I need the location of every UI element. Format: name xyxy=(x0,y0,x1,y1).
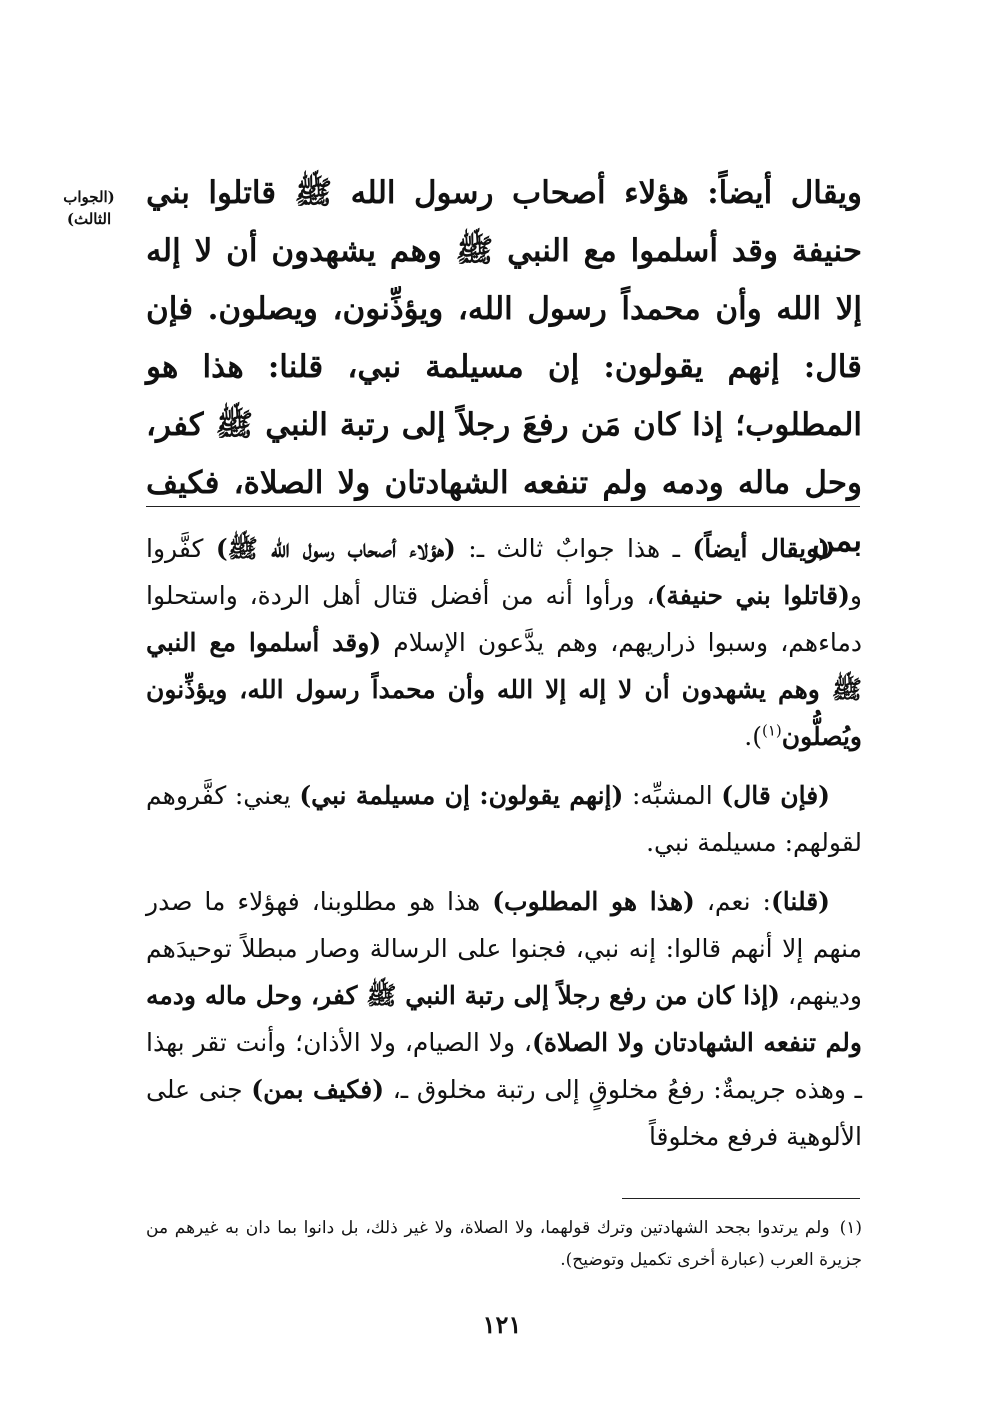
quote-segment: (قلنا) xyxy=(770,887,830,916)
footnote-marker: (١) xyxy=(761,721,782,740)
quote-segment: (وقد أسلموا مع النبي ﷺ وهم يشهدون أن لا إله إلا الله وأن محمداً رسول الله، ويؤذِّنون ويُصلُّون xyxy=(146,628,862,751)
quote-segment: (ويقال أيضاً) xyxy=(692,534,830,563)
commentary-paragraph-1 xyxy=(146,525,862,760)
quote-segment: (فكيف بمن) xyxy=(251,1075,385,1104)
commentary-segment: كفَّروا و xyxy=(146,534,862,610)
commentary-segment: هذا هو مطلوبنا، فهؤلاء ما صدر منهم إلا أنهم قالوا: إنه نبي، فجنوا على الرسالة وصار مبطلاً توحيدَهم ودينهم، xyxy=(146,887,862,1010)
quote-segment: (إذا كان من رفع رجلاً إلى رتبة النبي ﷺ كفر، وحل ماله ودمه ولم تنفعه الشهادتان ولا الصلاة) xyxy=(146,981,863,1057)
footnote xyxy=(146,1212,862,1276)
commentary-segment: ، ورأوا أنه من أفضل قتال أهل الردة، واستحلوا دماءهم، وسبوا ذراريهم، وهم يدَّعون الإسلام xyxy=(146,581,862,657)
commentary xyxy=(146,525,862,1172)
commentary-segment: جنى على الألوهية فرفع مخلوقاً xyxy=(146,1075,862,1151)
commentary-paragraph-3 xyxy=(146,878,862,1160)
footnote-divider xyxy=(622,1198,860,1199)
main-text: ويقال أيضاً: هؤلاء أصحاب رسول الله ﷺ قاتلوا بني حنيفة وقد أسلموا مع النبي ﷺ وهم يشهدون أن لا إله إلا الله وأن محمداً رسول الله، ويؤذِّنون، ويصلون. فإن قال: إنهم يقولون: إن مسيلمة نبي، قلنا: هذا هو المطلوب؛ إذا كان مَن رفعَ رجلاً إلى رتبة النبي ﷺ كفر، وحل ماله ودمه ولم تنفعه الشهادتان ولا الصلاة، فكيف بمن xyxy=(146,175,862,559)
commentary-segment: يعني: كفَّروهم لقولهم: مسيلمة نبي. xyxy=(146,781,862,857)
quote-segment: (هذا هو المطلوب) xyxy=(492,887,695,916)
commentary-segment: : نعم، xyxy=(694,887,771,916)
main-text-divider xyxy=(146,506,860,507)
commentary-segment: المشبِّه: xyxy=(623,781,722,810)
footnote-number: (١) xyxy=(839,1218,862,1238)
commentary-segment: ، ولا الصيام، ولا الأذان؛ وأنت تقر بهذا ـ وهذه جريمةٌ: رفعُ مخلوقٍ إلى رتبة مخلوق ـ، xyxy=(146,1028,862,1104)
quote-segment: (إنهم يقولون: إن مسيلمة نبي) xyxy=(299,781,624,810)
page-number: ١٢١ xyxy=(482,1310,522,1339)
commentary-paragraph-2 xyxy=(146,772,862,866)
commentary-segment: ـ هذا جوابٌ ثالث ـ: xyxy=(455,534,693,563)
margin-note: (الجواب الثالث) xyxy=(63,188,115,228)
quote-segment: (فإن قال) xyxy=(721,781,830,810)
quote-segment: (هؤلاء أصحاب رسول الله ﷺ) xyxy=(215,534,456,563)
footnote-text: ولم يرتدوا بجحد الشهادتين وترك قولهما، ولا الصلاة، ولا غير ذلك، بل دانوا بما دان به غيرهم من جزيرة العرب (عبارة أخرى تكميل وتوضيح). xyxy=(146,1218,862,1270)
commentary-segment: ). xyxy=(744,722,762,751)
quote-segment: (قاتلوا بني حنيفة) xyxy=(654,581,850,610)
